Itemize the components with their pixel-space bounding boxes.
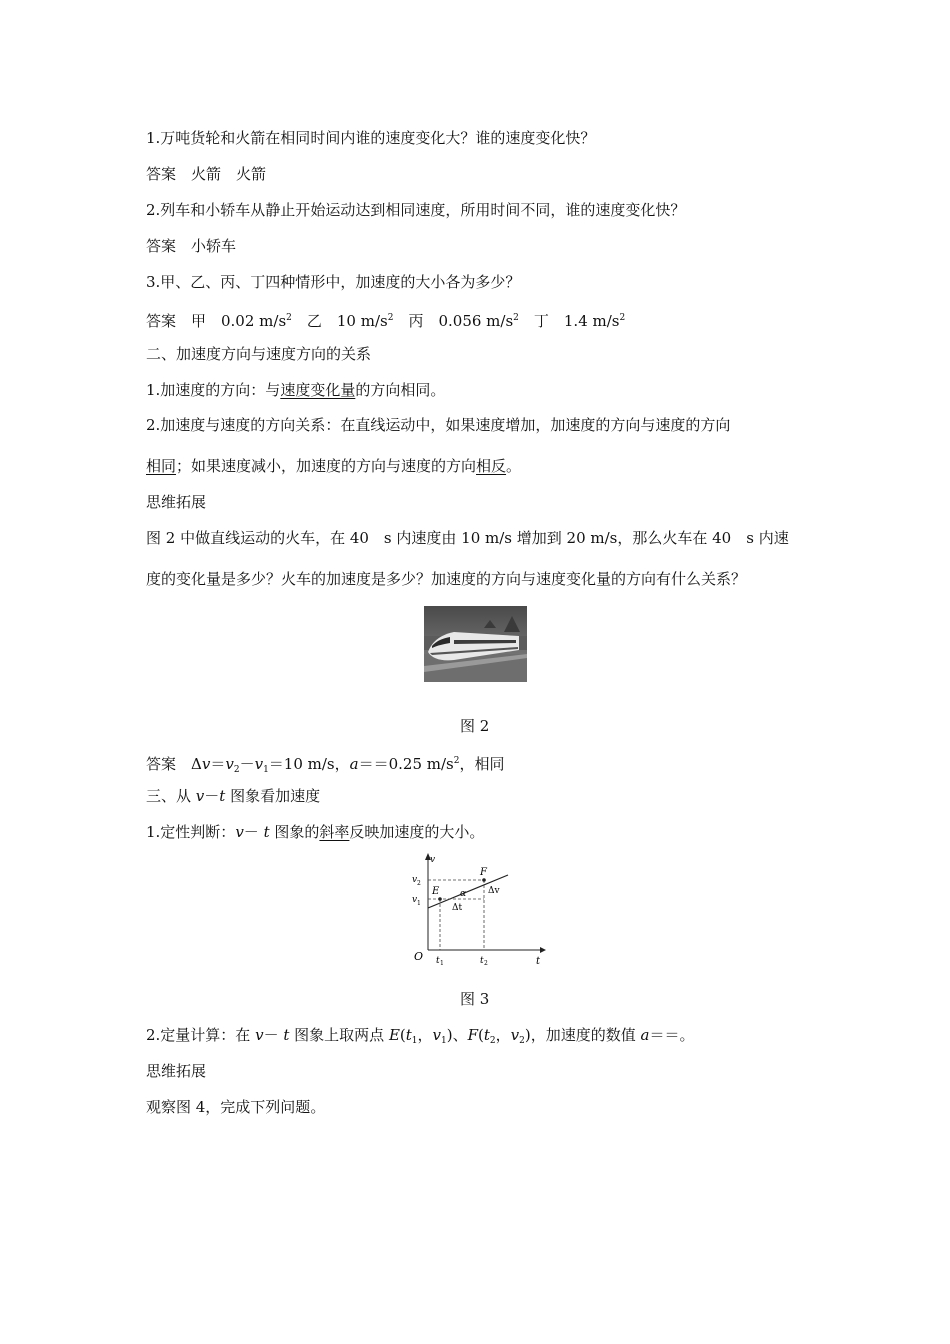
- section-2-item-2: 2.加速度与速度的方向关系：在直线运动中，如果速度增加，加速度的方向与速度的方向: [146, 416, 731, 434]
- train-answer: 答案 $\Delta v=v_2-v_1=10$ m/s，a＝＝0.25 $m/s^2$，相同: [146, 755, 505, 775]
- answer-3: 答案 甲 0.02 $m/s^2$ 乙 10 $m/s^2$ 丙 0.056 $m/s^2$ 丁 1.4 $m/s^2$: [146, 312, 626, 330]
- answer-2: 答案 小轿车: [146, 237, 237, 255]
- section-2-item-2-cont: 相同；如果速度减小，加速度的方向与速度的方向相反。: [146, 457, 522, 475]
- t-axis-arrow: [540, 947, 546, 953]
- graph-v2-sub: 2: [417, 880, 421, 887]
- graph-e-label: E: [432, 886, 440, 897]
- answer-1: 答案 火箭 火箭: [146, 165, 267, 183]
- graph-t1-sub: 1: [440, 960, 444, 967]
- thinking-heading-1: 思维拓展: [146, 493, 207, 511]
- graph-t1-label: t: [436, 956, 440, 966]
- observe-figure-4: 观察图 4，完成下列问题。: [146, 1098, 326, 1116]
- v-t-graph: [408, 850, 548, 970]
- graph-alpha-label: α: [460, 889, 467, 899]
- graph-t2-sub: 2: [484, 960, 488, 967]
- section-3-item-2: 2.定量计算：在 v－ t 图象上取两点 $E(t_1$，$v_1$)、$F(t_2$，$v_2$)，加速度的数值 a＝＝。: [146, 1026, 695, 1046]
- section-3-item-1: 1.定性判断：v－ t 图象的斜率反映加速度的大小。: [146, 823, 485, 841]
- train-paragraph-1: 图 2 中做直线运动的火车，在 40 s 内速度由 10 m/s 增加到 20 m/s，那么火车在 40 s 内速: [146, 529, 789, 547]
- graph-origin-label: O: [414, 950, 424, 963]
- graph-f-label: F: [480, 867, 487, 878]
- graph-dv-label: Δv: [488, 886, 500, 896]
- figure-3-caption: 图 3: [460, 990, 490, 1008]
- question-3: 3.甲、乙、丙、丁四种情形中，加速度的大小各为多少？: [146, 273, 521, 291]
- point-e: [438, 897, 442, 901]
- section-3-heading: 三、从 v－t 图象看加速度: [146, 787, 321, 805]
- graph-t2-label: t: [480, 956, 484, 966]
- figure-2-caption: 图 2: [460, 717, 490, 735]
- section-2-item-1: 1.加速度的方向：与速度变化量的方向相同。: [146, 381, 446, 399]
- thinking-heading-2: 思维拓展: [146, 1062, 207, 1080]
- graph-v1-sub: 1: [417, 900, 421, 907]
- train-photo: [424, 606, 527, 682]
- graph-dt-label: Δt: [452, 903, 463, 913]
- graph-v1-label: v: [412, 895, 418, 905]
- question-1: 1.万吨货轮和火箭在相同时间内谁的速度变化大？谁的速度变化快？: [146, 129, 596, 147]
- graph-t-label: t: [536, 956, 541, 967]
- point-f: [482, 878, 486, 882]
- graph-v-label: v: [430, 855, 436, 865]
- section-2-heading: 二、加速度方向与速度方向的关系: [146, 345, 372, 363]
- question-2: 2.列车和小轿车从静止开始运动达到相同速度，所用时间不同，谁的速度变化快？: [146, 201, 686, 219]
- train-paragraph-2: 度的变化量是多少？火车的加速度是多少？加速度的方向与速度变化量的方向有什么关系？: [146, 570, 747, 588]
- graph-v2-label: v: [412, 875, 418, 885]
